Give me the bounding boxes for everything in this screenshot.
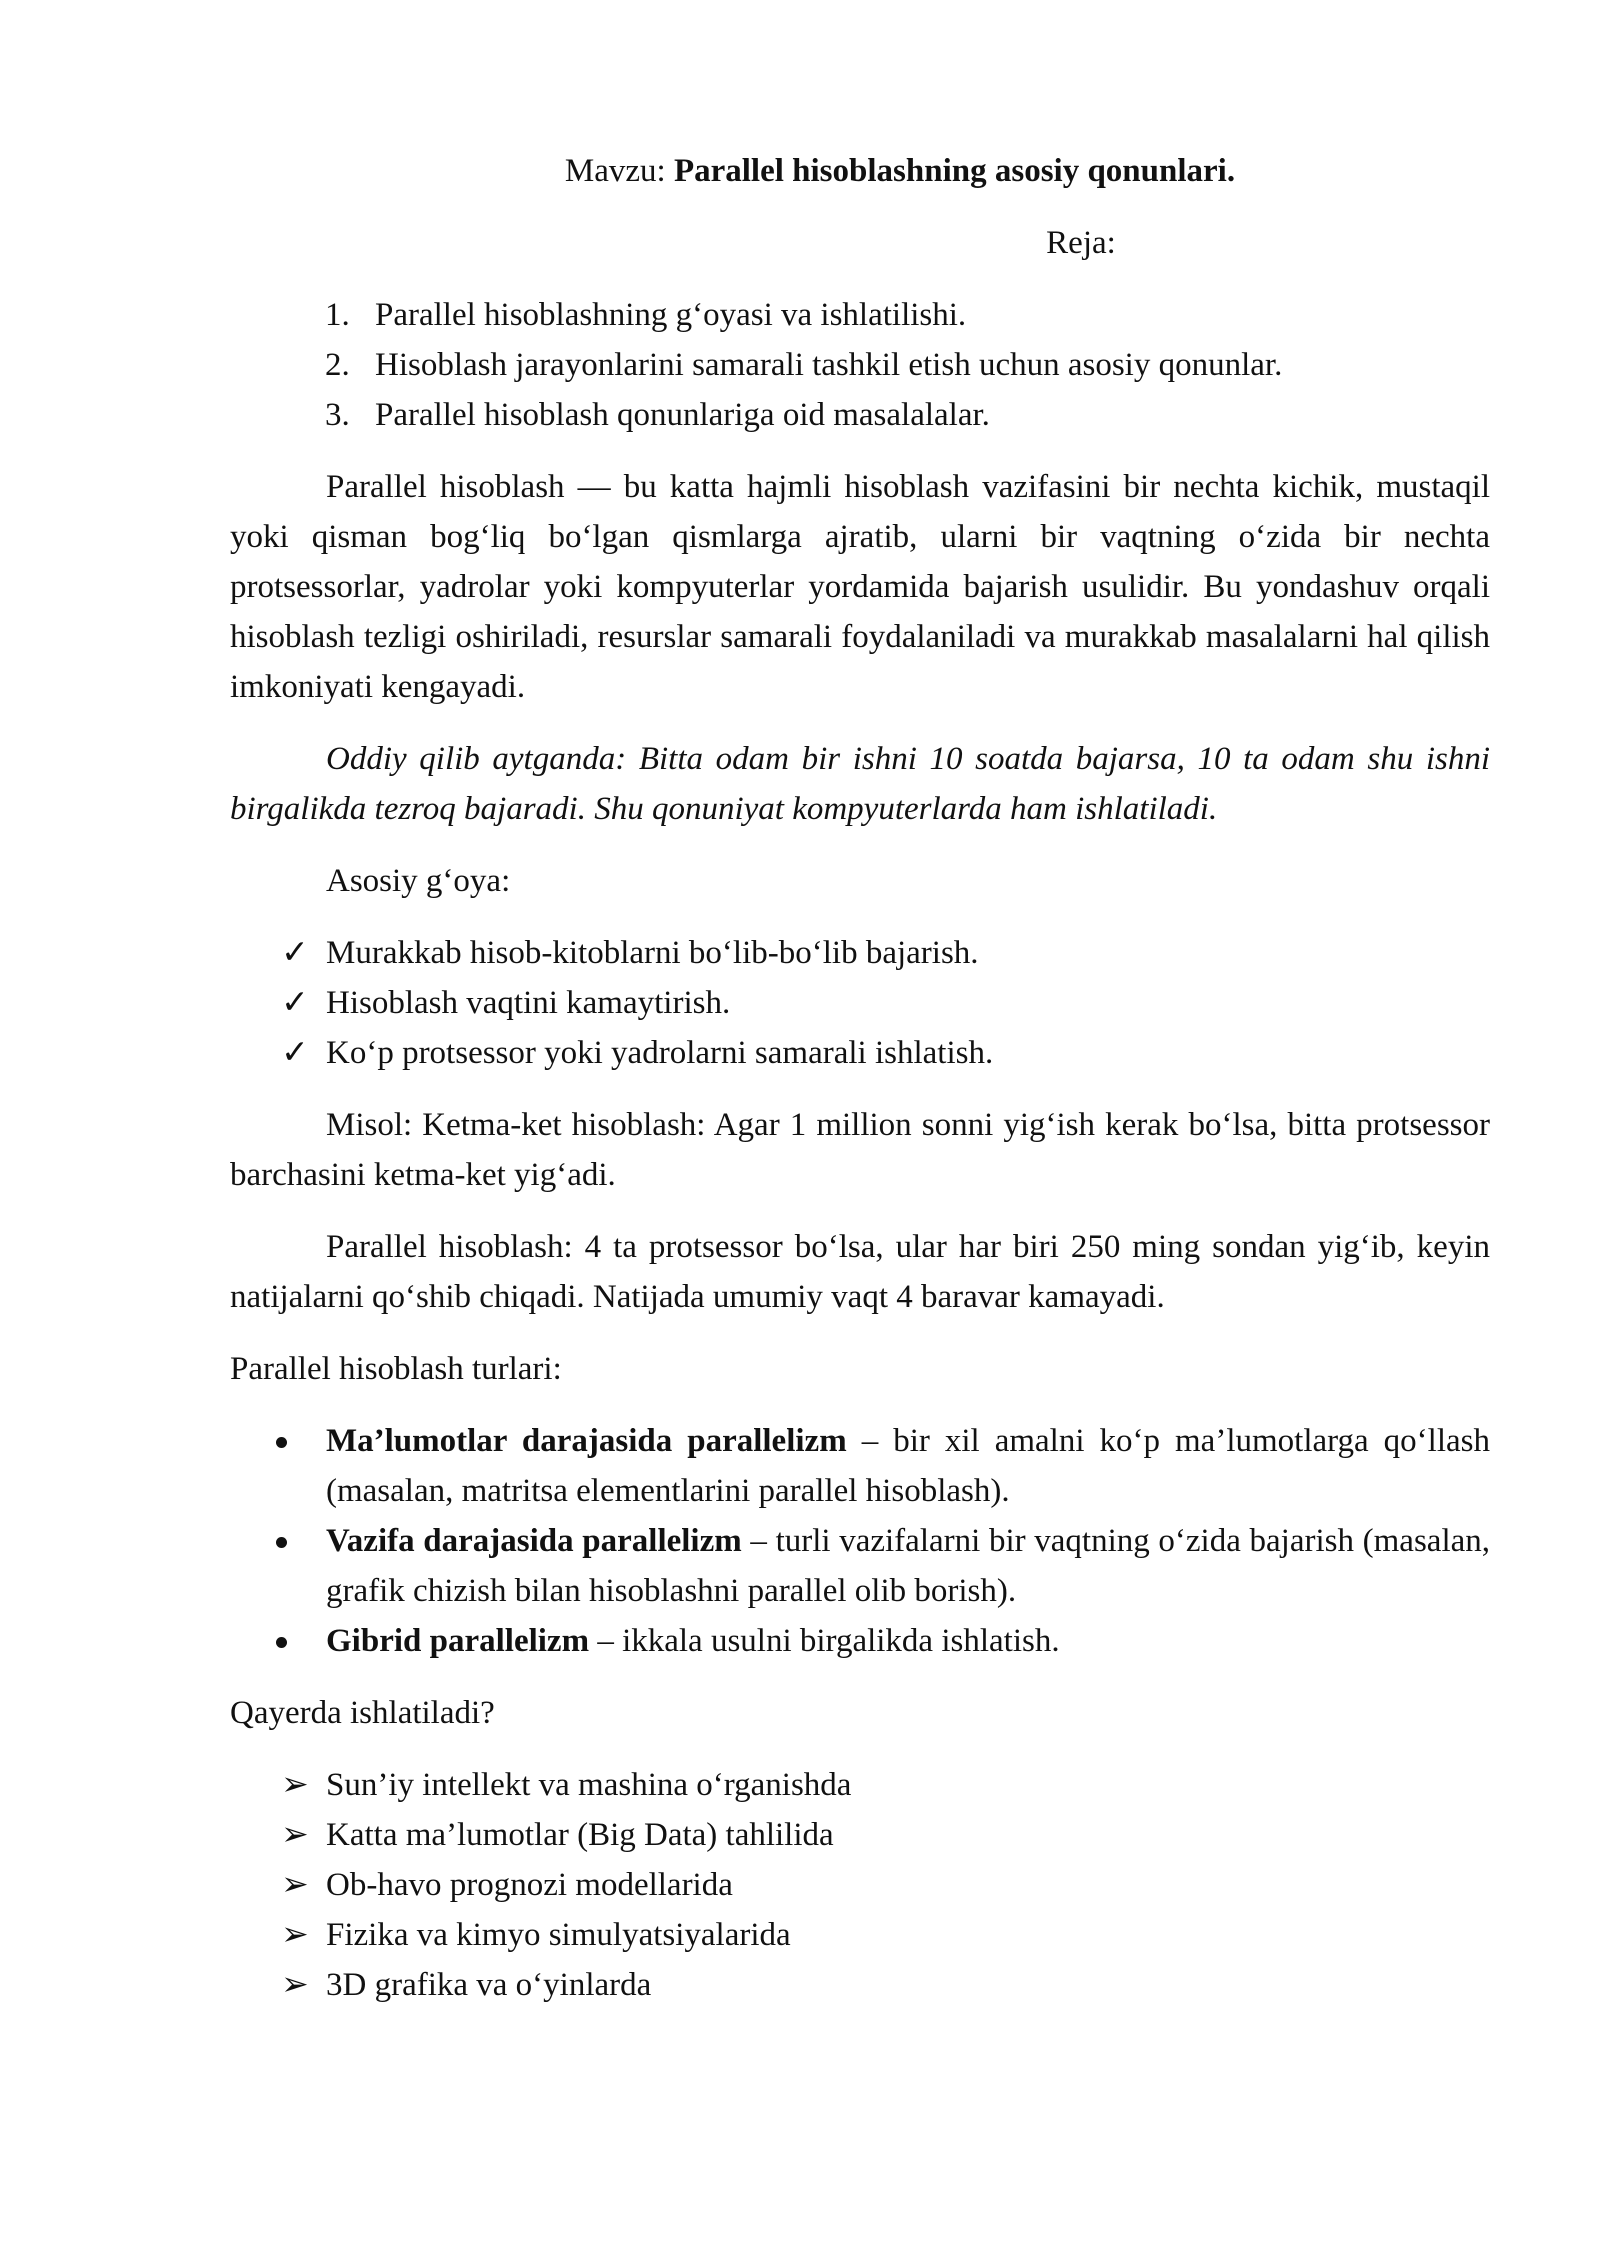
arrow-icon: ➢: [281, 1767, 309, 1803]
main-idea-heading: Asosiy g‘oya:: [326, 863, 511, 899]
bullet-icon: [276, 1437, 287, 1448]
type-description: – ikkala usulni birgalikda ishlatish.: [589, 1623, 1060, 1659]
where-heading: Qayerda ishlatiladi?: [230, 1695, 495, 1731]
types-heading: Parallel hisoblash turlari:: [230, 1351, 562, 1387]
checkmark-icon: ✓: [281, 985, 309, 1021]
plan-list: [230, 290, 1490, 440]
list-item-text: Sun’iy intellekt va mashina o‘rganishda: [326, 1767, 852, 1803]
list-item: [230, 1760, 1490, 1810]
plan-item-text: Parallel hisoblashning g‘oyasi va ishlatilishi.: [375, 297, 967, 333]
list-item-text: Ob-havo prognozi modellarida: [326, 1867, 733, 1903]
list-item-text: Ko‘p protsessor yoki yadrolarni samarali ishlatish.: [326, 1035, 994, 1071]
title-bold: Parallel hisoblashning asosiy qonunlari.: [673, 153, 1236, 189]
plan-item: [230, 340, 1490, 390]
list-item: [230, 1616, 1490, 1666]
list-item-text: Murakkab hisob-kitoblarni bo‘lib-bo‘lib bajarish.: [326, 935, 979, 971]
type-description: – turli vazifalarni bir vaqtning o‘zida bajarish (masalan, grafik chizish bilan hisoblashni parallel olib borish).: [326, 1523, 1491, 1609]
list-item: [230, 1810, 1490, 1860]
plan-item: [230, 390, 1490, 440]
type-name: Gibrid parallelizm: [326, 1623, 590, 1659]
page-title: [310, 146, 1490, 196]
type-description: – bir xil amalni ko‘p ma’lumotlarga qo‘llash (masalan, matritsa elementlarini parallel hisoblash).: [326, 1423, 1491, 1509]
arrow-icon: ➢: [281, 1867, 309, 1903]
list-item: [230, 1416, 1490, 1516]
misol-paragraph: Misol: Ketma-ket hisoblash: Agar 1 million sonni yig‘ish kerak bo‘lsa, bitta protsessor barchasini ketma-ket yig‘adi.: [230, 1107, 1490, 1193]
list-item: [230, 1028, 1490, 1078]
arrow-icon: ➢: [281, 1817, 309, 1853]
example-paragraph: Oddiy qilib aytganda: Bitta odam bir ishni 10 soatda bajarsa, 10 ta odam shu ishni birgalikda tezroq bajaradi. Shu qonuniyat kompyuterlarda ham ishlatiladi.: [230, 741, 1490, 827]
plan-item: [230, 290, 1490, 340]
list-item: [230, 928, 1490, 978]
uses-list: [230, 1760, 1490, 2010]
intro-paragraph: Parallel hisoblash — bu katta hajmli hisoblash vazifasini bir nechta kichik, mustaqil yoki qisman bog‘liq bo‘lgan qismlarga ajratib, ularni bir vaqtning o‘zida bir nechta protsessorlar, yadrolar yoki kompyuterlar yordamida bajarish usulidir. Bu yondashuv orqali hisoblash tezligi oshiriladi, resurslar samarali foydalaniladi va murakkab masalalarni hal qilish imkoniyati kengayadi.: [230, 469, 1490, 705]
arrow-icon: ➢: [281, 1967, 309, 2003]
checkmark-icon: ✓: [281, 935, 309, 971]
plan-heading: Reja:: [1046, 225, 1116, 261]
main-ideas-list: [230, 928, 1490, 1078]
list-item-text: Katta ma’lumotlar (Big Data) tahlilida: [326, 1817, 834, 1853]
type-name: Vazifa darajasida parallelizm: [326, 1523, 742, 1559]
types-list: [230, 1416, 1490, 1666]
plan-item-text: Hisoblash jarayonlarini samarali tashkil etish uchun asosiy qonunlar.: [375, 347, 1283, 383]
document-page: [230, 146, 1490, 2010]
list-item: [230, 1860, 1490, 1910]
checkmark-icon: ✓: [281, 1035, 309, 1071]
type-name: Ma’lumotlar darajasida parallelizm: [326, 1423, 847, 1459]
parallel-example-paragraph: Parallel hisoblash: 4 ta protsessor bo‘lsa, ular har biri 250 ming sondan yig‘ib, keyin natijalarni qo‘shib chiqadi. Natijada umumiy vaqt 4 baravar kamayadi.: [230, 1229, 1490, 1315]
list-item-text: Hisoblash vaqtini kamaytirish.: [326, 985, 731, 1021]
bullet-icon: [276, 1637, 287, 1648]
list-item: [230, 1960, 1490, 2010]
plan-item-number: 1.: [325, 297, 350, 333]
list-item-text: Fizika va kimyo simulyatsiyalarida: [326, 1917, 791, 1953]
list-item-text: 3D grafika va o‘yinlarda: [326, 1967, 652, 2003]
list-item: [230, 1516, 1490, 1616]
list-item: [230, 978, 1490, 1028]
bullet-icon: [276, 1537, 287, 1548]
plan-item-text: Parallel hisoblash qonunlariga oid masalalalar.: [375, 397, 990, 433]
title-prefix: Mavzu:: [564, 153, 674, 189]
arrow-icon: ➢: [281, 1917, 309, 1953]
list-item: [230, 1910, 1490, 1960]
plan-item-number: 3.: [325, 397, 350, 433]
plan-item-number: 2.: [325, 347, 350, 383]
